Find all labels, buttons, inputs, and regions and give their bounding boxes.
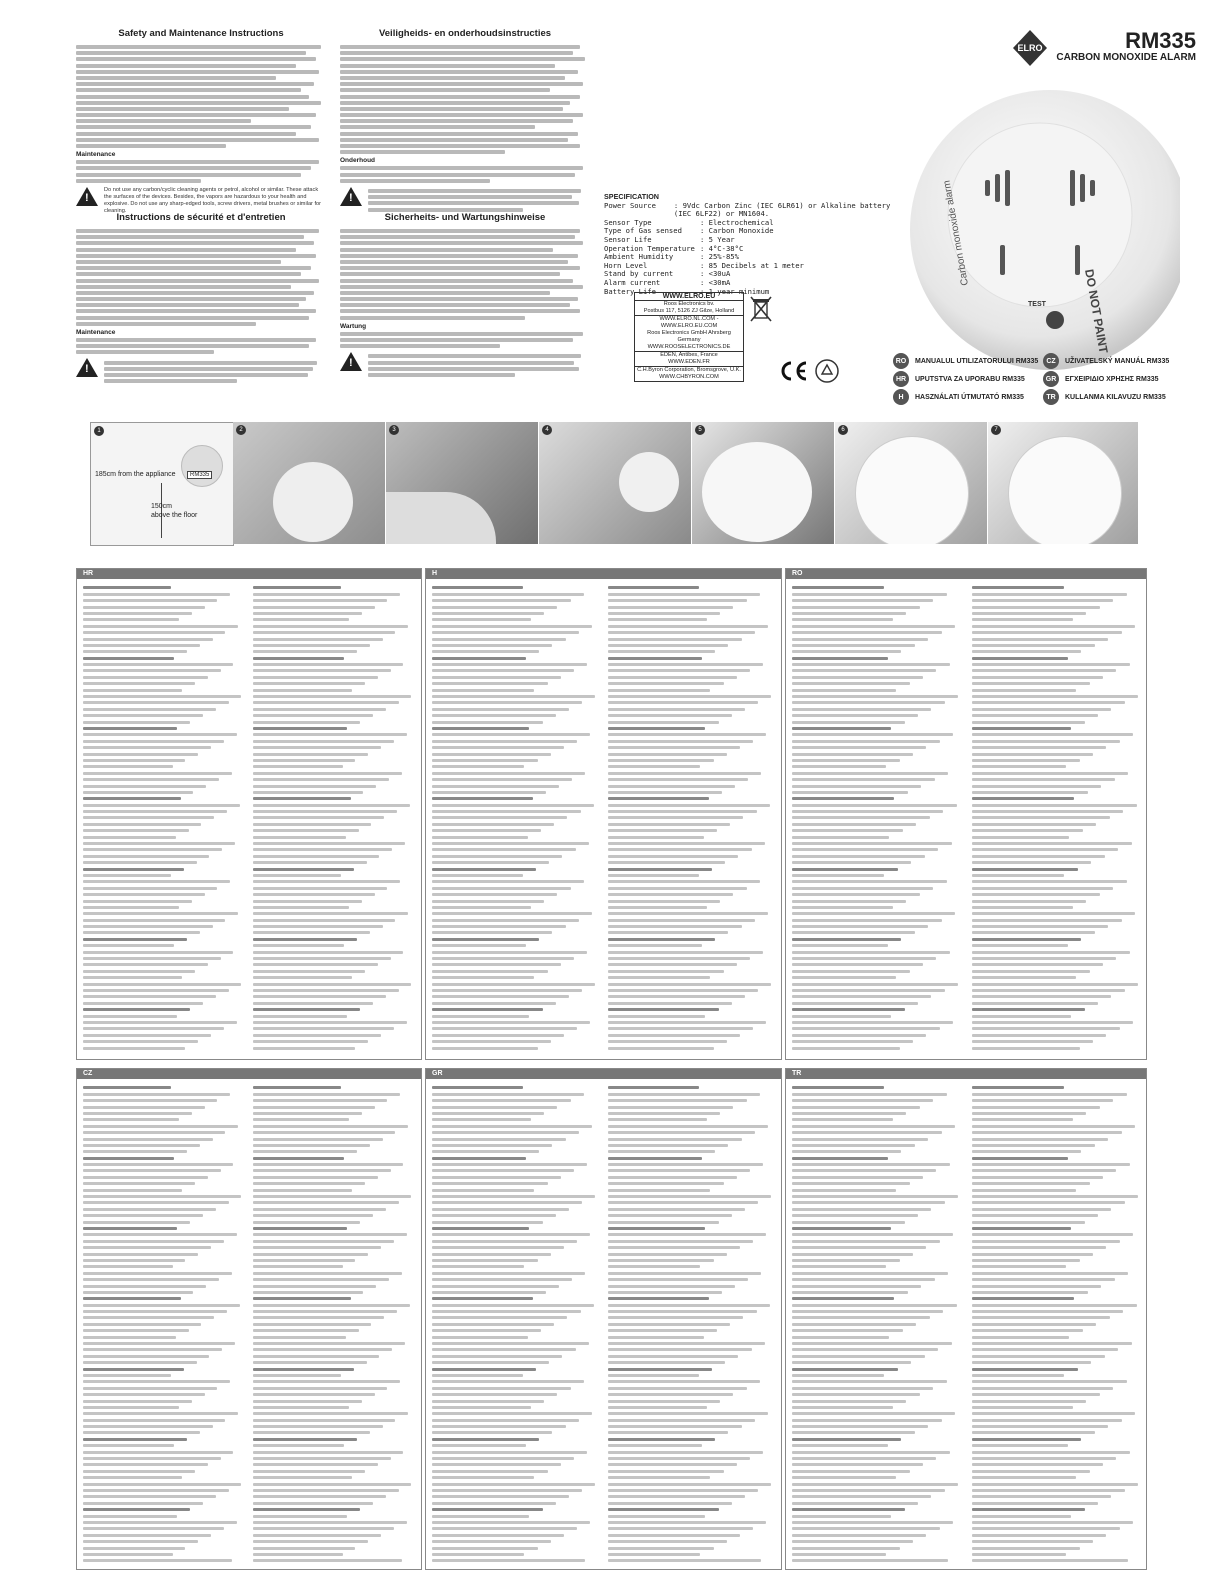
spec-key: Type of Gas sensed: [604, 226, 682, 236]
spec-key: Sensor Life: [604, 234, 652, 244]
contact-company: Roos Electronics bv.: [663, 301, 715, 307]
language-code-badge: RO: [893, 353, 909, 369]
language-item: [893, 370, 1043, 388]
contact-de: Roos Electronics GmbH Ahrsberg Germany: [647, 330, 731, 343]
nl-text: [340, 45, 590, 154]
language-code-badge: HR: [893, 371, 909, 387]
spec-key: Horn Level: [604, 260, 648, 270]
panel-text-column: [792, 1083, 960, 1566]
en-text: [76, 45, 326, 148]
de-text: [340, 229, 590, 320]
language-list: [893, 352, 1193, 406]
de-maint-heading: Wartung: [340, 322, 367, 330]
language-item: [1043, 388, 1193, 406]
spec-row: [604, 202, 904, 219]
spec-key: Power Source: [604, 200, 656, 210]
contact-fr-web: WWW.EDEN.FR: [635, 359, 743, 367]
language-code-badge: CZ: [1043, 353, 1059, 369]
panel-hr-label: HR: [77, 569, 421, 579]
panel-cz-label: CZ: [77, 1069, 421, 1079]
language-code-badge: H: [893, 389, 909, 405]
contact-url: WWW.ELRO.EU: [635, 293, 743, 301]
de-title: Sicherheits- und Wartungshinweise: [384, 212, 546, 223]
fr-column: [76, 212, 326, 385]
panel-h: [425, 568, 782, 1060]
step-1-image: [90, 422, 234, 546]
language-label: ΕΓΧΕΙΡΙΔΙΟ ΧΡΗΣΗΣ RM335: [1065, 375, 1159, 383]
step-number: 5: [695, 425, 705, 435]
panel-tr-label: TR: [786, 1069, 1146, 1079]
panel-text-column: [432, 1083, 597, 1566]
fr-warning: [76, 358, 326, 385]
spec-key: Stand by current: [604, 269, 674, 279]
language-label: MANUALUL UTILIZATORULUI RM335: [915, 357, 1039, 365]
en-column: [76, 28, 326, 216]
contact-uk: C.H.Byron Corporation, Bromsgrove, U.K.: [637, 367, 741, 373]
fr-maint-heading: Maintenance: [76, 328, 116, 336]
spec-key: Battery Life: [604, 286, 656, 296]
spec-value: : <30uA: [700, 269, 731, 279]
step-number: 1: [94, 426, 104, 436]
panel-cz: [76, 1068, 422, 1570]
recycle-icon: [814, 358, 840, 384]
spec-key: Alarm current: [604, 277, 661, 287]
step-number: 4: [542, 425, 552, 435]
step-2-image: [233, 422, 386, 544]
language-label: HASZNÁLATI ÚTMUTATÓ RM335: [915, 393, 1024, 401]
language-item: [1043, 370, 1193, 388]
nl-maint-text: [340, 166, 590, 182]
spec-value: : 9Vdc Carbon Zinc (IEC 6LR61) or Alkaline battery (IEC 6LF22) or MN1604.: [673, 200, 891, 219]
spec-value: : 1 year minimum: [700, 286, 770, 296]
language-item: [893, 388, 1043, 406]
spec-key: Sensor Type: [604, 217, 652, 227]
panel-gr-label: GR: [426, 1069, 781, 1079]
language-label: UŽIVATELSKÝ MANUÁL RM335: [1065, 357, 1170, 365]
model-tag: RM335: [187, 471, 212, 479]
spec-key: Operation Temperature: [604, 243, 695, 253]
nl-column: [340, 28, 590, 214]
en-maint-text: [76, 160, 326, 183]
spec-title: SPECIFICATION: [604, 192, 659, 201]
warning-icon: [76, 358, 98, 377]
en-maint-heading: Maintenance: [76, 151, 116, 158]
en-title: Safety and Maintenance Instructions: [118, 28, 284, 39]
spec-value: : 25%-85%: [700, 252, 739, 262]
ce-mark-icon: [778, 360, 808, 382]
brand-label: ELRO: [1017, 43, 1043, 53]
spec-value: : 4°C-38°C: [700, 243, 744, 253]
step-3-image: [386, 422, 539, 544]
de-warning: [340, 352, 590, 379]
specification: [604, 193, 904, 296]
warning-icon: [340, 187, 362, 206]
spec-value: : <30mA: [700, 277, 731, 287]
contact-uk-web: WWW.CHBYRON.COM: [659, 374, 719, 380]
en-warning-text: Do not use any carbon/cyclic cleaning agents or petrol, alcohol or similar. These attack the surfaces of the devices. Besides, the vapors are hazardous to your health and explosive. Do not use any sharp-edged tools, screw drivers, metal brushes or similar for cleaning.: [104, 186, 322, 215]
step-7-image: [988, 422, 1139, 544]
step-number: 7: [991, 425, 1001, 435]
language-item: [1043, 352, 1193, 370]
panel-hr: [76, 568, 422, 1060]
panel-text-column: [972, 583, 1140, 1053]
spec-value: : Electrochemical: [700, 217, 774, 227]
step-6-image: [835, 422, 988, 544]
panel-ro-label: RO: [786, 569, 1146, 579]
nl-warning: [340, 187, 590, 214]
language-code-badge: GR: [1043, 371, 1059, 387]
panel-text-column: [608, 1083, 773, 1566]
warning-icon: [76, 187, 98, 206]
contact-address: Postbus 117, 5126 ZJ Gilze, Holland: [635, 308, 743, 316]
language-item: [893, 352, 1043, 370]
contact-de-web: WWW.ROOSELECTRONICS.DE: [635, 344, 743, 352]
language-code-badge: TR: [1043, 389, 1059, 405]
test-label: TEST: [1028, 301, 1046, 308]
panel-text-column: [972, 1083, 1140, 1566]
panel-text-column: [608, 583, 773, 1053]
step-number: 2: [236, 425, 246, 435]
de-column: [340, 212, 590, 379]
step-5-image: [692, 422, 835, 544]
spec-value: : 85 Decibels at 1 meter: [700, 260, 804, 270]
step-4-image: [539, 422, 692, 544]
distance-floor: 150cm: [151, 503, 173, 510]
spec-value: : 5 Year: [700, 234, 735, 244]
de-maint-text: [340, 332, 590, 348]
panel-text-column: [83, 1083, 243, 1566]
nl-maint-heading: Onderhoud: [340, 157, 376, 165]
distance-appliance: 185cm from the appliance: [95, 471, 176, 478]
distance-floor-label: above the floor: [151, 512, 198, 519]
spec-value: : Carbon Monoxide: [700, 226, 774, 236]
panel-text-column: [83, 583, 243, 1053]
product-image: [880, 70, 1180, 370]
warning-icon: [340, 352, 362, 371]
panel-gr: [425, 1068, 782, 1570]
panel-text-column: [432, 583, 597, 1053]
nl-title: Veiligheids- en onderhoudsinstructies: [378, 28, 552, 39]
do-not-paint-label: DO NOT PAINT: [1082, 268, 1111, 355]
fr-maint-text: [76, 338, 326, 354]
weee-bin-icon: [750, 296, 772, 322]
panel-text-column: [253, 1083, 413, 1566]
panel-text-column: [792, 583, 960, 1053]
contact-fr: EDEN, Antibes, France: [660, 352, 718, 358]
contact-box: [634, 292, 744, 382]
panel-h-label: H: [426, 569, 781, 579]
panel-text-column: [253, 583, 413, 1053]
contact-web: WWW.ELRO.NL.COM - WWW.ELRO.EU.COM: [659, 316, 719, 329]
fr-title: Instructions de sécurité et d'entretien: [116, 212, 286, 223]
panel-tr: [785, 1068, 1147, 1570]
product-subtitle: CARBON MONOXIDE ALARM: [1056, 52, 1196, 63]
co-alarm-label: Carbon monoxide alarm: [941, 179, 971, 287]
panel-ro: [785, 568, 1147, 1060]
spec-key: Ambient Humidity: [604, 252, 674, 262]
fr-text: [76, 229, 326, 326]
language-label: KULLANMA KILAVUZU RM335: [1065, 393, 1166, 401]
step-number: 6: [838, 425, 848, 435]
model-title: RM335: [1125, 28, 1196, 53]
step-number: 3: [389, 425, 399, 435]
language-label: UPUTSTVA ZA UPORABU RM335: [915, 375, 1025, 383]
